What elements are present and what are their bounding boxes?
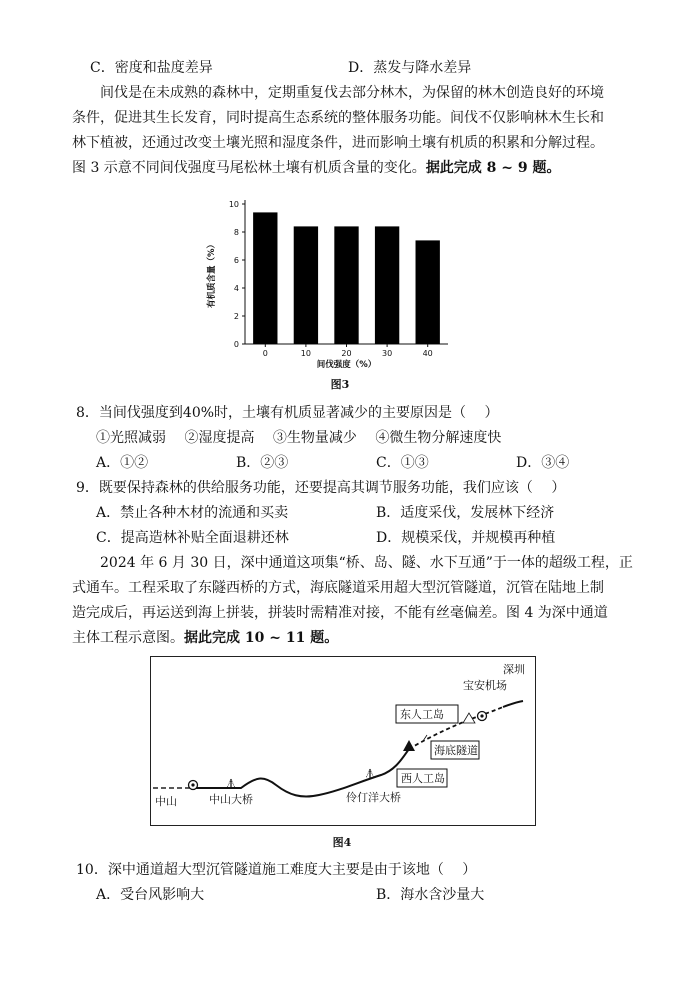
shenzhen-label: 深圳 bbox=[503, 663, 525, 676]
figure4-map bbox=[150, 656, 536, 826]
x-tick-label: 40 bbox=[422, 349, 433, 358]
passage1-line3: 林下植被，还通过改变土壤光照和湿度条件，进而影响土壤有机质的积累和分解过程。 bbox=[72, 135, 604, 151]
figure4-caption: 图4 bbox=[332, 836, 352, 849]
bar bbox=[253, 212, 277, 344]
passage1-line4-text: 图 3 示意不同间伐强度马尾松林土壤有机质含量的变化。 bbox=[72, 160, 426, 176]
passage2-line2: 式通车。工程采取了东隧西桥的方式，海底隧道采用超大型沉管隧道，沉管在陆地上制 bbox=[72, 580, 604, 596]
q9-option-c: C．提高造林补贴全面退耕还林 bbox=[96, 530, 289, 546]
west-island-triangle-icon bbox=[403, 740, 415, 751]
passage1-line2: 条件，促进其生长发育，同时提高生态系统的整体服务功能。间伐不仅影响林木生长和 bbox=[72, 110, 604, 126]
y-tick-label: 8 bbox=[233, 228, 239, 237]
passage2-line1: 2024 年 6 月 30 日，深中通道这项集“桥、岛、隧、水下互通”于一体的超级工程，正 bbox=[100, 555, 633, 571]
passage1-line4 bbox=[72, 158, 561, 178]
x-axis-label: 间伐强度（%） bbox=[316, 360, 377, 368]
bar bbox=[294, 226, 318, 344]
q8-items: ①光照减弱 ②湿度提高 ③生物量减少 ④微生物分解速度快 bbox=[96, 430, 502, 446]
q9-option-a: A．禁止各种木材的流通和买卖 bbox=[96, 505, 289, 521]
baoan-airport-label: 宝安机场 bbox=[463, 679, 507, 692]
q8-stem: 8．当间伐强度到40%时，土壤有机质显著减少的主要原因是（ ） bbox=[76, 405, 499, 421]
q8-option-a: A．①② bbox=[96, 455, 149, 471]
x-tick-label: 30 bbox=[382, 349, 393, 358]
tunnel-leader-line bbox=[423, 735, 427, 741]
y-axis-label: 有机质含量（%） bbox=[207, 239, 217, 309]
zhongshan-bridge-tower-icon bbox=[227, 779, 235, 788]
q9-stem: 9．既要保持森林的供给服务功能，还要提高其调节服务功能，我们应该（ ） bbox=[76, 480, 566, 496]
figure3-chart bbox=[200, 196, 460, 368]
y-tick-label: 2 bbox=[233, 312, 239, 321]
passage1-line1: 间伐是在未成熟的森林中，定期重复伐去部分林木，为保留的林木创造良好的环境 bbox=[100, 85, 604, 101]
lingdingyang-bridge-label: 伶仃洋大桥 bbox=[346, 791, 401, 804]
bar bbox=[334, 226, 358, 344]
east-island-label: 东人工岛 bbox=[400, 708, 444, 721]
q7-option-d: D．蒸发与降水差异 bbox=[348, 60, 472, 76]
y-tick-label: 6 bbox=[233, 256, 239, 265]
bar bbox=[375, 226, 399, 344]
passage2-line4 bbox=[72, 628, 338, 648]
q10-stem: 10．深中通道超大型沉管隧道施工难度大主要是由于该地（ ） bbox=[76, 862, 477, 878]
q9-option-b: B．适度采伐，发展林下经济 bbox=[376, 505, 555, 521]
route-map-svg bbox=[151, 657, 535, 825]
q10-option-a: A．受台风影响大 bbox=[96, 887, 205, 903]
passage1-instruction: 据此完成 8 ~ 9 题。 bbox=[425, 160, 561, 176]
q9-option-d: D．规模采伐，并规模再种植 bbox=[376, 530, 556, 546]
passage2-line3: 造完成后，再运送到海上拼装，拼装时需精准对接，不能有丝毫偏差。图 4 为深中通道 bbox=[72, 605, 608, 621]
lingdingyang-bridge-tower-icon bbox=[366, 769, 374, 778]
airport-marker-icon bbox=[478, 712, 487, 721]
zhongshan-label: 中山 bbox=[155, 795, 177, 808]
y-tick-label: 10 bbox=[228, 200, 239, 209]
x-tick-label: 0 bbox=[262, 349, 268, 358]
bridge-route-line bbox=[191, 749, 409, 797]
zhongshan-bridge-label: 中山大桥 bbox=[209, 793, 253, 806]
x-tick-label: 20 bbox=[341, 349, 352, 358]
figure3-caption: 图3 bbox=[330, 378, 350, 391]
x-tick-label: 10 bbox=[300, 349, 311, 358]
q7-option-c: C．密度和盐度差异 bbox=[90, 60, 213, 76]
east-route-line bbox=[503, 701, 523, 707]
west-island-label: 西人工岛 bbox=[401, 772, 445, 785]
q8-option-d: D．③④ bbox=[516, 455, 570, 471]
y-tick-label: 4 bbox=[233, 284, 239, 293]
q8-option-b: B．②③ bbox=[236, 455, 289, 471]
undersea-tunnel-label: 海底隧道 bbox=[434, 744, 478, 757]
passage2-instruction: 据此完成 10 ~ 11 题。 bbox=[184, 630, 339, 646]
bar-chart-svg bbox=[200, 196, 460, 368]
passage2-line4-text: 主体工程示意图。 bbox=[72, 630, 184, 646]
y-tick-label: 0 bbox=[233, 340, 239, 349]
q8-option-c: C．①③ bbox=[376, 455, 429, 471]
q10-option-b: B．海水含沙量大 bbox=[376, 887, 485, 903]
zhongshan-marker-icon bbox=[189, 781, 198, 790]
bar bbox=[416, 240, 440, 344]
